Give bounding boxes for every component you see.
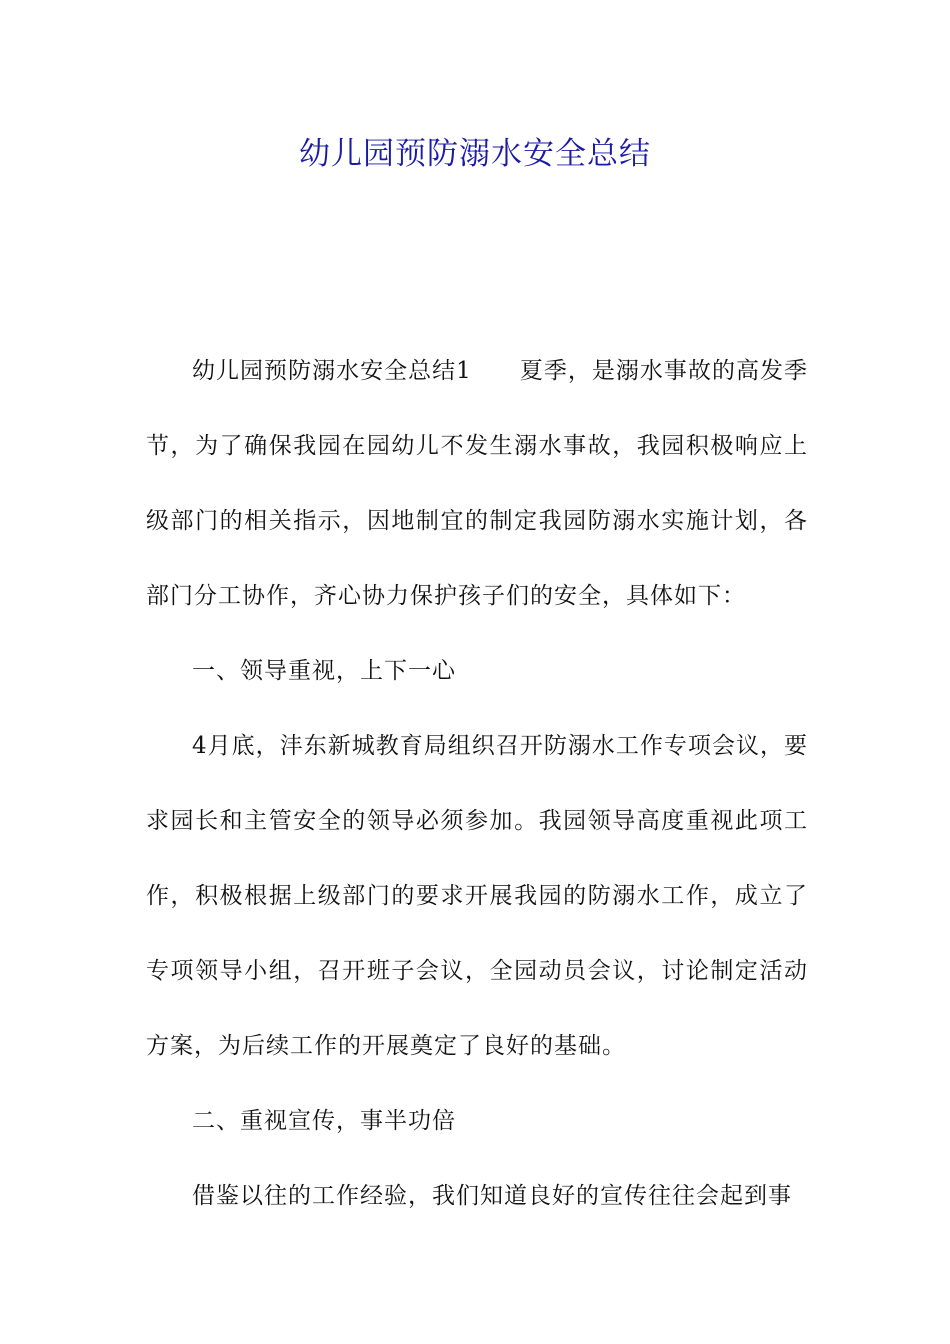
intro-paragraph [146, 334, 808, 634]
section2-heading: 二、重视宣传，事半功倍 [192, 1108, 456, 1134]
section1-heading: 一、领导重视，上下一心 [192, 658, 456, 684]
document-body [146, 334, 808, 1234]
intro-text: 夏季，是溺水事故的高发季节，为了确保我园在园幼儿不发生溺水事故，我园积极响应上级部门的相关指示，因地制宜的制定我园防溺水实施计划，各部门分工协作，齐心协力保护孩子们的安全，具体如下： [146, 358, 808, 609]
section1-paragraph: 4月底，沣东新城教育局组织召开防溺水工作专项会议，要求园长和主管安全的领导必须参加。我园领导高度重视此项工作，积极根据上级部门的要求开展我园的防溺水工作，成立了专项领导小组，召开班子会议，全园动员会议，讨论制定活动方案，为后续工作的开展奠定了良好的基础。 [146, 733, 808, 1059]
document-title: 幼儿园预防溺水安全总结 [299, 136, 651, 172]
section2-paragraph: 借鉴以往的工作经验，我们知道良好的宣传往往会起到事 [192, 1183, 792, 1209]
intro-heading: 幼儿园预防溺水安全总结1 [192, 358, 472, 384]
